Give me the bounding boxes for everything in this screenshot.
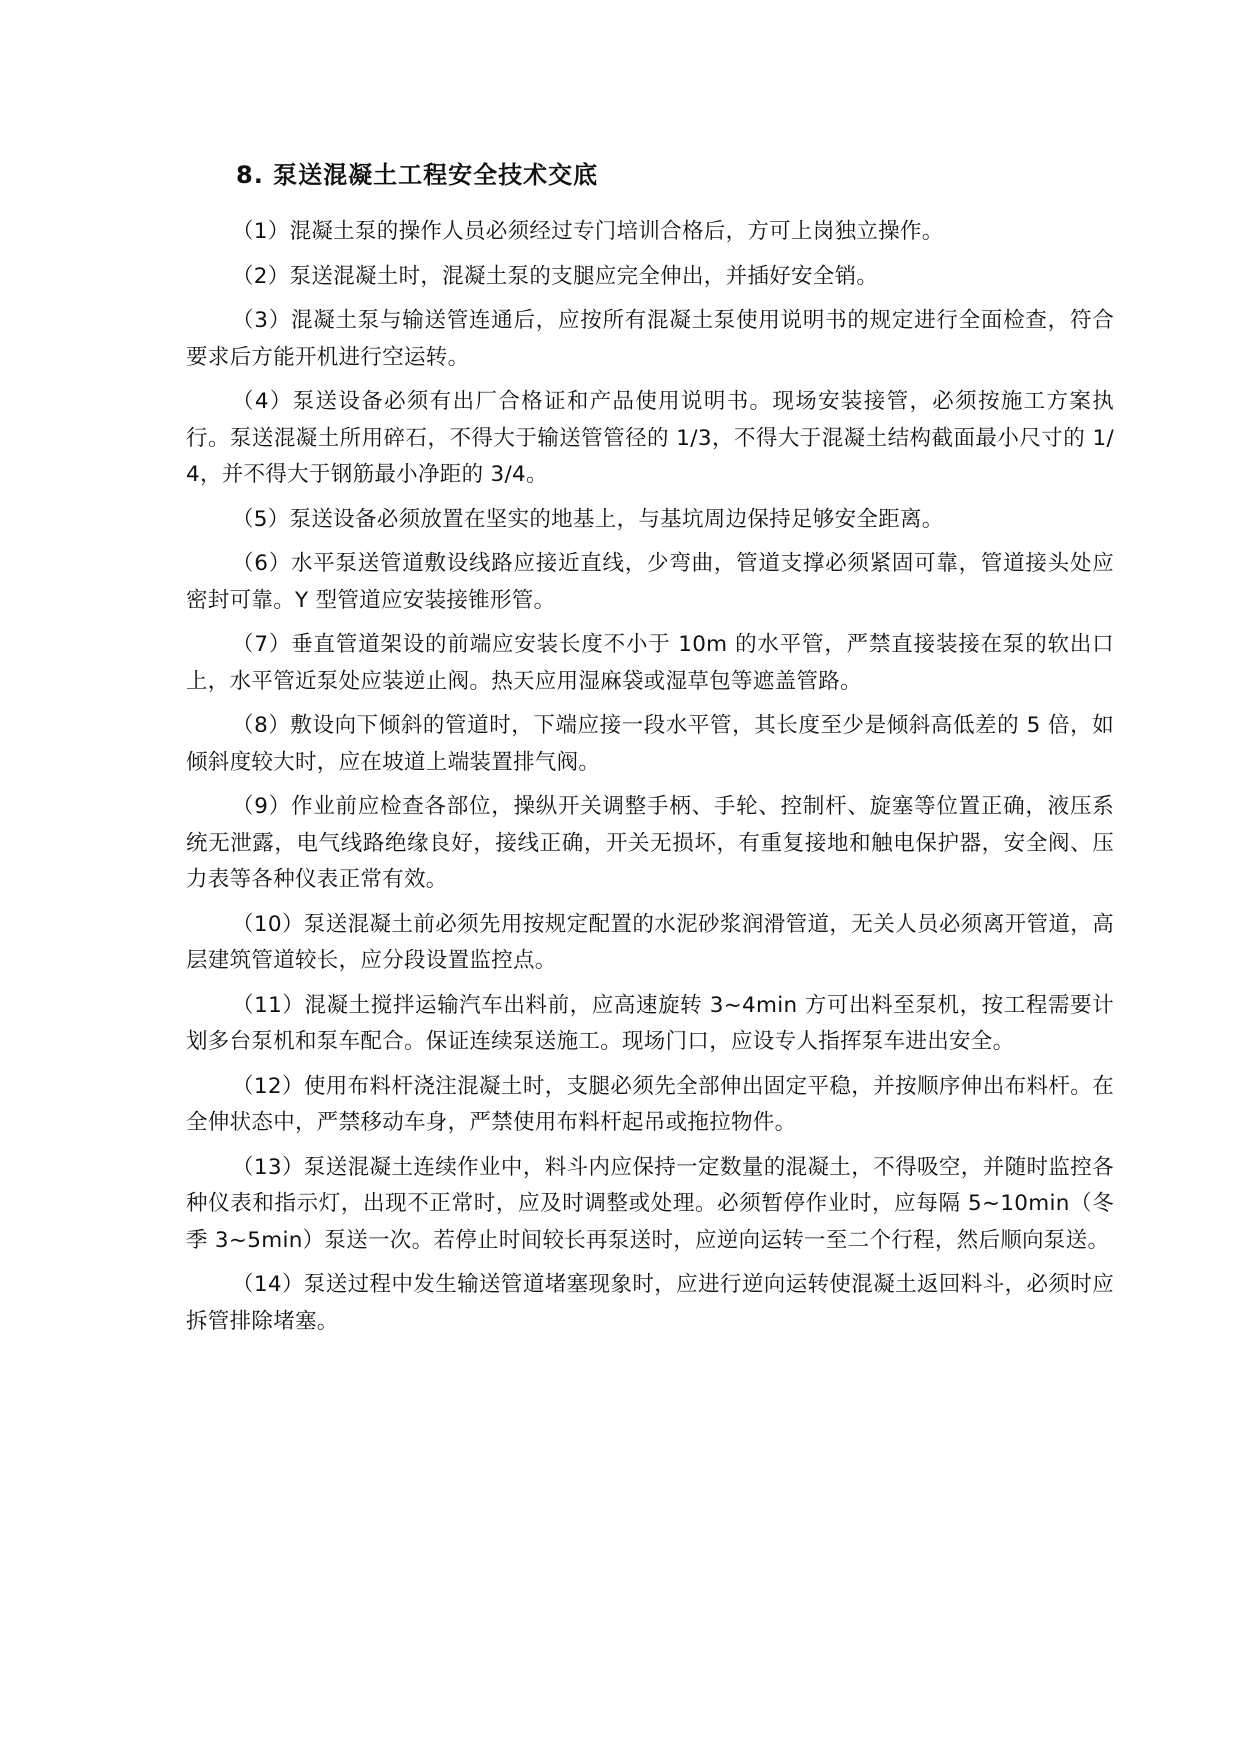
paragraph-8: （8）敷设向下倾斜的管道时，下端应接一段水平管，其长度至少是倾斜高低差的 5 倍，如倾斜度较大时，应在坡道上端装置排气阀。 xyxy=(186,713,1114,775)
paragraph-4: （4）泵送设备必须有出厂合格证和产品使用说明书。现场安装接管，必须按施工方案执行。泵送混凝土所用碎石，不得大于输送管管径的 1/3，不得大于混凝土结构截面最小尺寸的 1/4，并不得大于钢筋最小净距的 3/4。 xyxy=(186,389,1114,487)
paragraph-12: （12）使用布料杆浇注混凝土时，支腿必须先全部伸出固定平稳，并按顺序伸出布料杆。在全伸状态中，严禁移动车身，严禁使用布料杆起吊或拖拉物件。 xyxy=(186,1073,1114,1135)
document-body xyxy=(186,214,1114,1348)
paragraph-1: （1）混凝土泵的操作人员必须经过专门培训合格后，方可上岗独立操作。 xyxy=(232,219,944,244)
document-title: 8. 泵送混凝土工程安全技术交底 xyxy=(236,161,599,189)
paragraph-13: （13）泵送混凝土连续作业中，料斗内应保持一定数量的混凝土，不得吸空，并随时监控各种仪表和指示灯，出现不正常时，应及时调整或处理。必须暂停作业时，应每隔 5~10min（冬季 3~5min）泵送一次。若停止时间较长再泵送时，应逆向运转一至二个行程，然后顺向泵送。 xyxy=(186,1154,1114,1253)
paragraph-9: （9）作业前应检查各部位，操纵开关调整手柄、手轮、控制杆、旋塞等位置正确，液压系统无泄露，电气线路绝缘良好，接线正确，开关无损坏，有重复接地和触电保护器，安全阀、压力表等各种仪表正常有效。 xyxy=(186,794,1114,892)
paragraph-2: （2）泵送混凝土时，混凝土泵的支腿应完全伸出，并插好安全销。 xyxy=(232,263,879,289)
paragraph-5: （5）泵送设备必须放置在坚实的地基上，与基坑周边保持足够安全距离。 xyxy=(232,506,944,532)
paragraph-3: （3）混凝土泵与输送管连通后，应按所有混凝土泵使用说明书的规定进行全面检查，符合要求后方能开机进行空运转。 xyxy=(186,308,1114,370)
paragraph-6: （6）水平泵送管道敷设线路应接近直线，少弯曲，管道支撑必须紧固可靠，管道接头处应密封可靠。Y 型管道应安装接锥形管。 xyxy=(186,551,1114,613)
paragraph-10: （10）泵送混凝土前必须先用按规定配置的水泥砂浆润滑管道，无关人员必须离开管道，高层建筑管道较长，应分段设置监控点。 xyxy=(186,911,1114,973)
paragraph-11: （11）混凝土搅拌运输汽车出料前，应高速旋转 3~4min 方可出料至泵机，按工程需要计划多台泵机和泵车配合。保证连续泵送施工。现场门口，应设专人指挥泵车进出安全。 xyxy=(186,992,1114,1054)
paragraph-7: （7）垂直管道架设的前端应安装长度不小于 10m 的水平管，严禁直接装接在泵的软出口上，水平管近泵处应装逆止阀。热天应用湿麻袋或湿草包等遮盖管路。 xyxy=(186,632,1114,694)
paragraph-14: （14）泵送过程中发生输送管道堵塞现象时，应进行逆向运转使混凝土返回料斗，必须时应拆管排除堵塞。 xyxy=(186,1272,1114,1334)
